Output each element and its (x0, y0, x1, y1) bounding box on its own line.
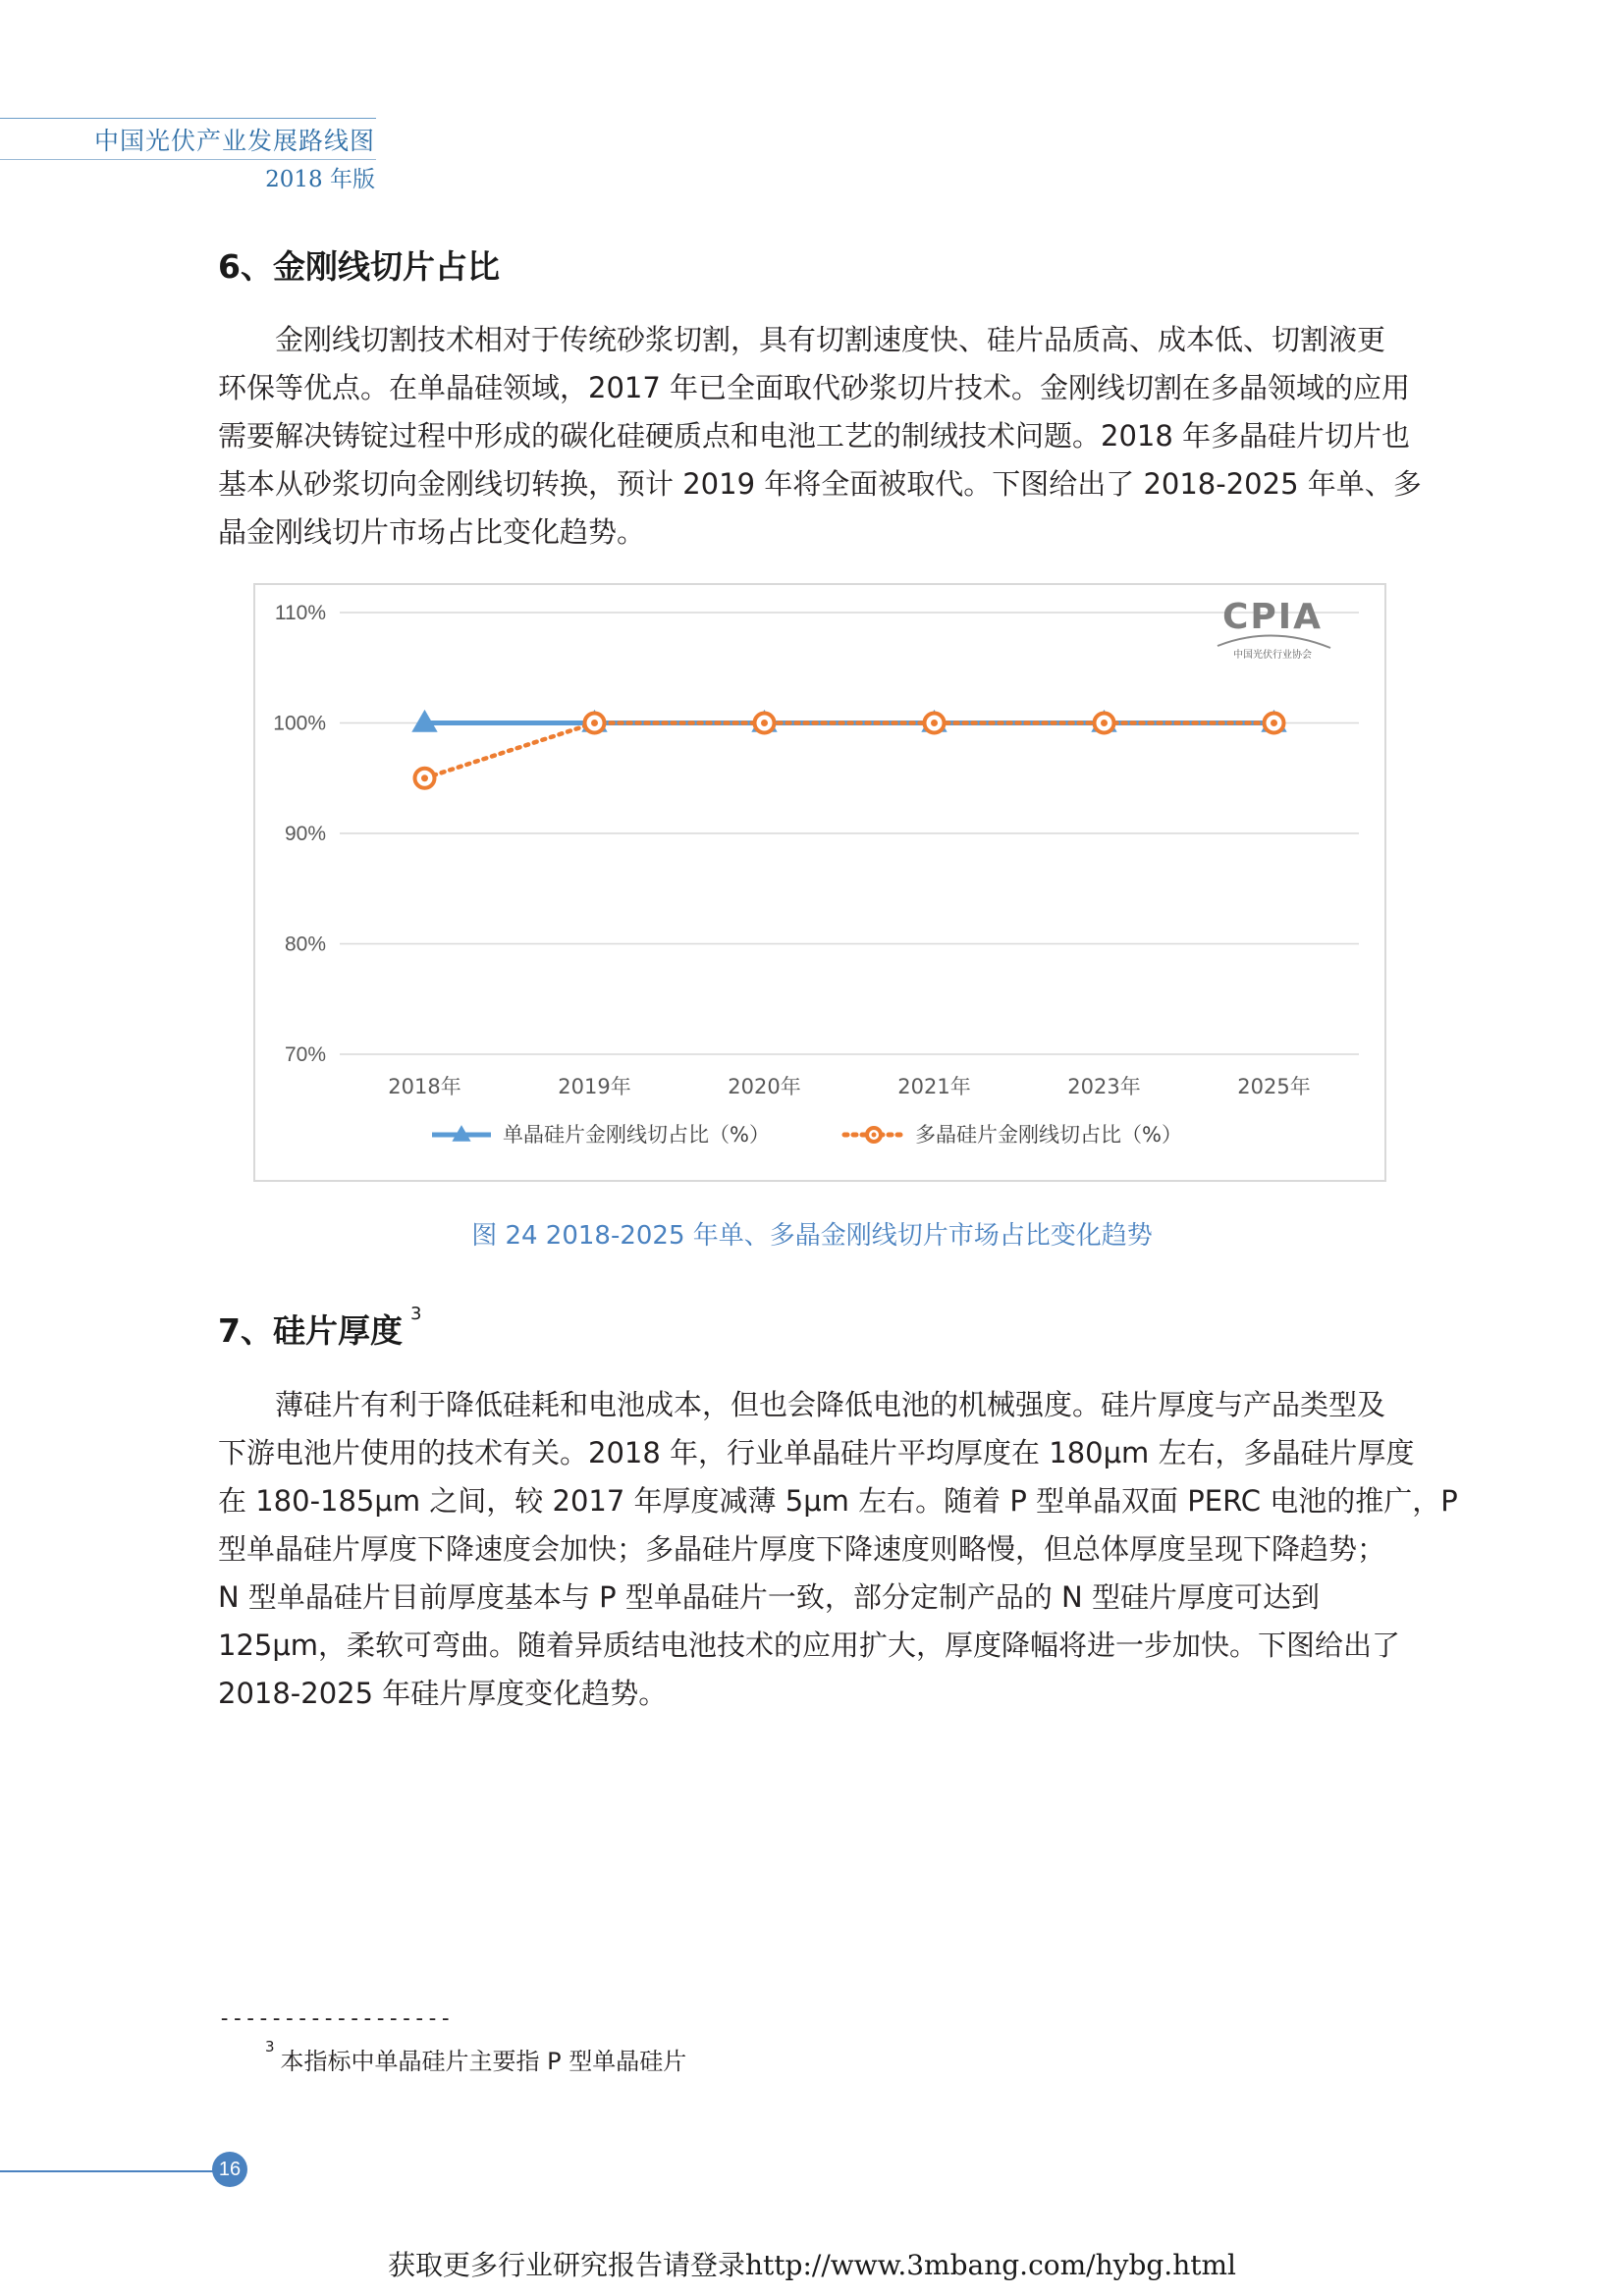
header-title: 中国光伏产业发展路线图 (93, 127, 375, 155)
y-tick-label: 70% (284, 1043, 326, 1066)
series-line-multi (425, 723, 1274, 778)
y-tick-label: 80% (284, 933, 326, 956)
paragraph-line: 基本从砂浆切向金刚线切转换，预计 2019 年将全面被取代。下图给出了 2018-2025 年单、多 (218, 467, 1422, 501)
x-tick-label: 2019年 (558, 1075, 631, 1098)
data-point-multi-center (761, 720, 768, 726)
x-tick-label: 2021年 (897, 1075, 971, 1098)
footnote-text: 本指标中单晶硅片主要指 P 型单晶硅片 (280, 2048, 687, 2075)
y-tick-label: 110% (274, 602, 326, 624)
logo-swoosh (1218, 635, 1330, 648)
paragraph-line: 下游电池片使用的技术有关。2018 年，行业单晶硅片平均厚度在 180μm 左右，多晶硅片厚度 (218, 1436, 1415, 1469)
header-edition: 2018 年版 (265, 167, 375, 192)
page-number-rule (0, 2170, 214, 2172)
section-7-heading (218, 1306, 421, 1352)
footnote-number: 3 (265, 2038, 275, 2056)
x-tick-label: 2020年 (728, 1075, 801, 1098)
header-rule (0, 118, 376, 119)
chart-container (253, 583, 1386, 1182)
data-point-multi-center (1271, 720, 1277, 726)
footnote-separator: ------------------ (218, 2006, 453, 2031)
section-6-paragraph (218, 316, 1422, 557)
page-number: 16 (212, 2152, 247, 2187)
data-point-multi-center (421, 774, 428, 781)
line-chart (255, 585, 1388, 1184)
section-7-heading-text: 7、硅片厚度 (218, 1311, 403, 1350)
footnote (265, 2038, 687, 2076)
legend-marker-multi-center (872, 1133, 877, 1138)
paragraph-line: 125μm，柔软可弯曲。随着异质结电池技术的应用扩大，厚度降幅将进一步加快。下图给出了 (218, 1629, 1401, 1662)
bottom-banner-link[interactable]: 获取更多行业研究报告请登录http://www.3mbang.com/hybg.html (388, 2249, 1236, 2281)
paragraph-line: 需要解决铸锭过程中形成的碳化硅硬质点和电池工艺的制绒技术问题。2018 年多晶硅片切片也 (218, 419, 1411, 453)
data-point-multi-center (591, 720, 598, 726)
paragraph-line: 2018-2025 年硅片厚度变化趋势。 (218, 1677, 668, 1710)
data-point-multi-center (931, 720, 938, 726)
data-point-multi-center (1101, 720, 1108, 726)
section-6-heading: 6、金刚线切片占比 (218, 247, 500, 286)
paragraph-line: 在 180-185μm 之间，较 2017 年厚度减薄 5μm 左右。随着 P 型单晶双面 PERC 电池的推广，P (218, 1484, 1458, 1518)
paragraph-line: 晶金刚线切片市场占比变化趋势。 (218, 515, 646, 549)
footnote-reference[interactable]: 3 (409, 1304, 422, 1324)
paragraph-line: N 型单晶硅片目前厚度基本与 P 型单晶硅片一致，部分定制产品的 N 型硅片厚度可达到 (218, 1580, 1320, 1614)
x-tick-label: 2018年 (388, 1075, 461, 1098)
y-tick-label: 90% (284, 823, 326, 845)
paragraph-line: 环保等优点。在单晶硅领域，2017 年已全面取代砂浆切片技术。金刚线切割在多晶领域的应用 (218, 371, 1411, 404)
y-tick-label: 100% (273, 712, 326, 735)
paragraph-line: 薄硅片有利于降低硅耗和电池成本，但也会降低电池的机械强度。硅片厚度与产品类型及 (275, 1388, 1386, 1421)
paragraph-line: 型单晶硅片厚度下降速度会加快；多晶硅片厚度下降速度则略慢，但总体厚度呈现下降趋势； (218, 1532, 1386, 1566)
x-tick-label: 2023年 (1067, 1075, 1141, 1098)
legend-label: 多晶硅片金刚线切占比（%） (915, 1123, 1182, 1147)
section-7-paragraph (218, 1381, 1458, 1718)
paragraph-line: 金刚线切割技术相对于传统砂浆切割，具有切割速度快、硅片品质高、成本低、切割液更 (275, 323, 1386, 356)
logo-subtext: 中国光伏行业协会 (1233, 650, 1312, 661)
x-tick-label: 2025年 (1237, 1075, 1311, 1098)
logo-text: CPIA (1221, 597, 1324, 637)
header-rule-secondary (0, 159, 376, 160)
legend-label: 单晶硅片金刚线切占比（%） (503, 1123, 770, 1147)
figure-caption: 图 24 2018-2025 年单、多晶金刚线切片市场占比变化趋势 (471, 1221, 1153, 1251)
